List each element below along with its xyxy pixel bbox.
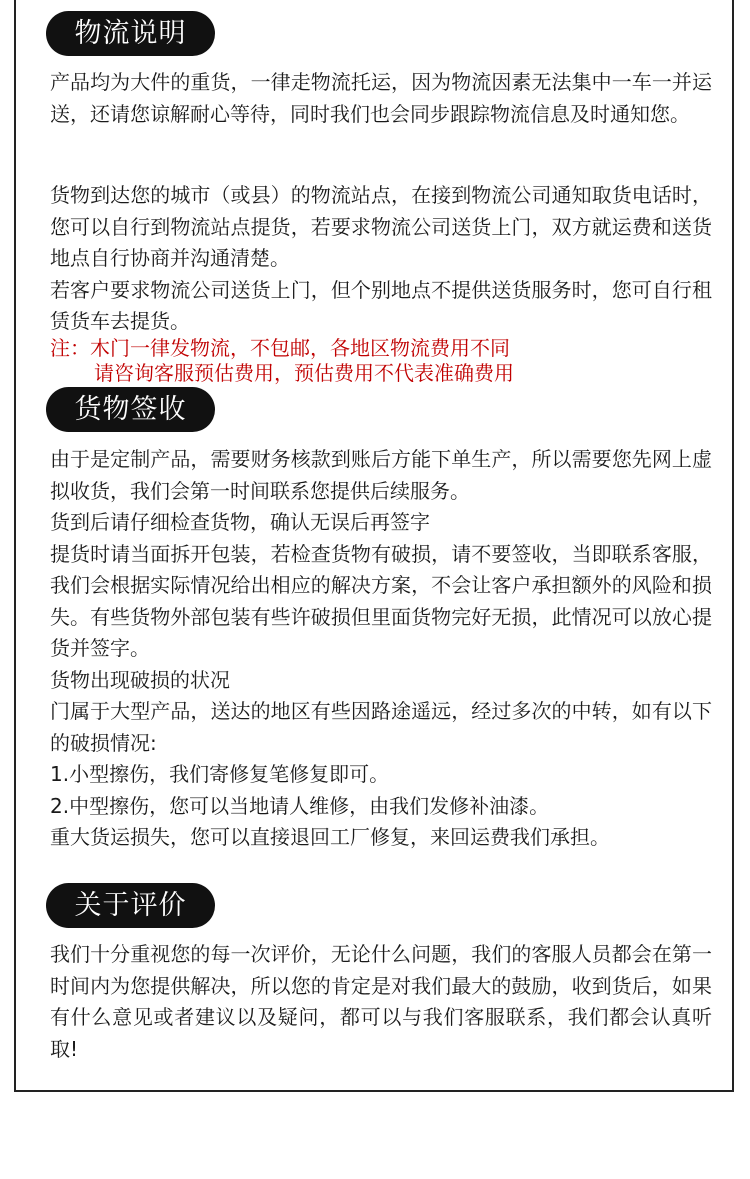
logistics-note [50, 336, 712, 386]
receipt-text-8: 重大货运损失，您可以直接退回工厂修复，来回运费我们承担。 [50, 825, 610, 849]
receipt-text-2: 货到后请仔细检查货物，确认无误后再签字 [50, 510, 430, 534]
note-line-1: 注：木门一律发物流，不包邮，各地区物流费用不同 [50, 336, 510, 360]
logistics-paragraph-1 [50, 67, 712, 130]
receipt-text-1: 由于是定制产品，需要财务核款到账后方能下单生产，所以需要您先网上虚拟收货，我们会第一时间联系您提供后续服务。 [50, 447, 712, 503]
section-title-logistics: 物流说明 [46, 11, 215, 56]
section-title-review: 关于评价 [46, 883, 215, 928]
review-paragraph [50, 939, 712, 1065]
receipt-text-3: 提货时请当面拆开包装，若检查货物有破损，请不要签收，当即联系客服，我们会根据实际情况给出相应的解决方案，不会让客户承担额外的风险和损失。有些货物外部包装有些许破损但里面货物完好无损，此情况可以放心提货并签字。 [50, 541, 712, 660]
receipt-text-7: 2.中型擦伤，您可以当地请人维修，由我们发修补油漆。 [50, 793, 550, 818]
review-text-1: 我们十分重视您的每一次评价，无论什么问题，我们的客服人员都会在第一时间内为您提供解决，所以您的肯定是对我们最大的鼓励，收到货后，如果有什么意见或者建议以及疑问，都可以与我们客服联系，我们都会认真听取! [50, 942, 712, 1061]
logistics-text-1: 产品均为大件的重货，一律走物流托运，因为物流因素无法集中一车一并运送，还请您谅解耐心等待，同时我们也会同步跟踪物流信息及时通知您。 [50, 70, 712, 126]
receipt-text-5: 门属于大型产品，送达的地区有些因路途遥远，经过多次的中转，如有以下的破损情况: [50, 699, 712, 755]
note-line-2: 请咨询客服预估费用，预估费用不代表准确费用 [94, 361, 514, 385]
receipt-text-4: 货物出现破损的状况 [50, 667, 230, 692]
receipt-text-6: 1.小型擦伤，我们寄修复笔修复即可。 [50, 762, 390, 786]
logistics-text-3: 若客户要求物流公司送货上门，但个别地点不提供送货服务时，您可自行租赁货车去提货。 [50, 277, 712, 333]
receipt-paragraphs [50, 444, 712, 854]
section-title-receipt: 货物签收 [46, 387, 215, 432]
logistics-text-2: 货物到达您的城市（或县）的物流站点，在接到物流公司通知取货电话时，您可以自行到物流站点提货，若要求物流公司送货上门，双方就运费和送货地点自行协商并沟通清楚。 [50, 183, 712, 270]
logistics-paragraph-2 [50, 180, 712, 338]
